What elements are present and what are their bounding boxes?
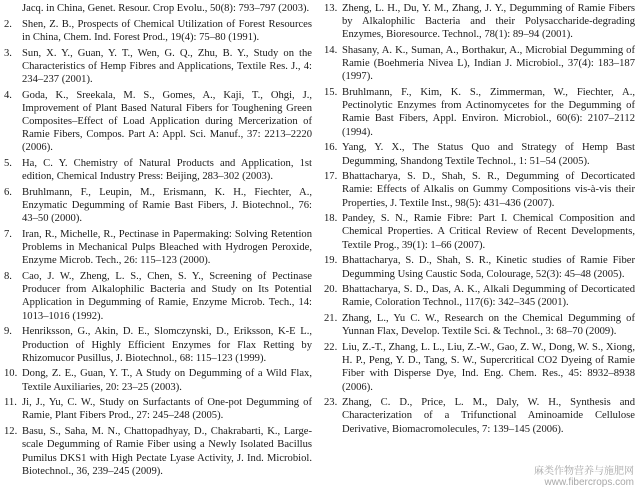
reference-item [4, 18, 312, 44]
right-reference-list [324, 2, 635, 436]
reference-number: 16. [324, 142, 338, 154]
watermark [534, 466, 634, 488]
reference-item [324, 396, 635, 435]
reference-item [4, 228, 312, 267]
left-reference-list [4, 18, 312, 478]
reference-number: 15. [324, 87, 338, 99]
reference-item [324, 86, 635, 139]
reference-text: Dong, Z. E., Guan, Y. T., A Study on Degumming of a Wild Flax, Textile Auxiliaries, 20: 23–25 (2003). [22, 368, 312, 393]
reference-number: 7. [4, 229, 12, 241]
reference-text: Bhattacharya, S. D., Shah, S. R., Degumming of Decorticated Ramie: Effects of Alkalis on Gummy Compositions vis-à-vis their Properties, J. Textile Inst., 98(5): 431–436 (2007). [342, 171, 635, 209]
reference-item [4, 47, 312, 86]
reference-item [4, 367, 312, 393]
watermark-line-2: www.fibercrops.com [544, 477, 634, 488]
reference-text: Pandey, S. N., Ramie Fibre: Part I. Chemical Composition and Chemical Properties. A Critical Review of Recent Developments, Textile Prog., 39(1): 1–66 (2007). [342, 213, 635, 251]
right-column [324, 2, 635, 438]
reference-number: 4. [4, 89, 12, 101]
reference-text: Iran, R., Michelle, R., Pectinase in Papermaking: Solving Retention Problems in Mechanical Pulps Bleached with Hydrogen Peroxide, Enzyme Microb. Tech., 26: 115–123 (2000). [22, 229, 312, 267]
reference-text: Bruhlmann, F., Kim, K. S., Zimmerman, W., Fiechter, A., Pectinolytic Enzymes from Actinomycetes for the Degumming of Ramie Bast Fibers, Appl. Environ. Microbiol., 60(6): 2107–2112 (1994). [342, 87, 635, 138]
reference-text: Zhang, C. D., Price, L. M., Daly, W. H., Synthesis and Characterization of a Trifunctional Aminoamide Cellulose Derivative, Biomacromolecules, 7: 139–145 (2006). [342, 397, 635, 435]
reference-text: Zhang, L., Yu C. W., Research on the Chemical Degumming of Yunnan Flax, Develop. Textile Sci. & Technol., 3: 68–70 (2009). [342, 313, 635, 338]
reference-text: Ha, C. Y. Chemistry of Natural Products and Application, 1st edition, Chemical Industry Press: Beijing, 283–302 (2003). [22, 158, 312, 183]
reference-text: Basu, S., Saha, M. N., Chattopadhyay, D., Chakrabarti, K., Large-scale Degumming of Ramie Fiber using a Newly Isolated Bacillus Pumilus DKS1 with High Pectate Lyase Activity, J. Ind. Microbiol. Biotechnol., 36, 239–245 (2009). [22, 426, 312, 477]
reference-number: 19. [324, 255, 338, 267]
reference-item [4, 396, 312, 422]
reference-text: Yang, Y. X., The Status Quo and Strategy of Hemp Bast Degumming, Shandong Textile Technol., 1: 51–54 (2005). [342, 142, 635, 167]
reference-text: Henriksson, G., Akin, D. E., Slomczynski, D., Eriksson, K-E L., Production of Highly Efficient Enzymes for Flax Retting by Rhizomucor Pusillus, J. Biotechnol., 68: 115–123 (1999). [22, 326, 312, 364]
reference-number: 21. [324, 313, 338, 325]
reference-number: 8. [4, 271, 12, 283]
reference-text: Ji, J., Yu, C. W., Study on Surfactants of One-pot Degumming of Ramie, Plant Fibers Prod., 27: 245–248 (2005). [22, 397, 312, 422]
reference-text: Bruhlmann, F., Leupin, M., Erismann, K. H., Fiechter, A., Enzymatic Degumming of Ramie Bast Fibers, J. Biotechnol., 76: 43–50 (2000). [22, 187, 312, 225]
reference-item [4, 157, 312, 183]
reference-number: 23. [324, 397, 338, 409]
reference-number: 11. [4, 397, 17, 409]
reference-text: Bhattacharya, S. D., Shah, S. R., Kinetic studies of Ramie Fiber Degumming Using Caustic Soda, Colourage, 52(3): 45–48 (2005). [342, 255, 635, 280]
reference-item [324, 254, 635, 280]
reference-continuation [4, 2, 312, 15]
reference-item [324, 312, 635, 338]
reference-text: Sun, X. Y., Guan, Y. T., Wen, G. Q., Zhu, B. Y., Study on the Characteristics of Hemp Fibres and Applications, Textile Res. J., 4: 234–237 (2001). [22, 47, 312, 85]
reference-item [324, 212, 635, 251]
reference-text: Bhattacharya, S. D., Das, A. K., Alkali Degumming of Decorticated Ramie, Coloration Technol., 117(6): 342–345 (2001). [342, 284, 635, 309]
reference-item [324, 341, 635, 394]
reference-text: Zheng, L. H., Du, Y. M., Zhang, J. Y., Degumming of Ramie Fibers by Alkalophilic Bacteria and their Polysaccharide-degrading Enzymes, Bioresource. Technol., 78(1): 89–94 (2001). [342, 3, 635, 41]
reference-item [324, 170, 635, 209]
reference-number: 20. [324, 284, 338, 296]
reference-number: 17. [324, 171, 338, 183]
reference-number: 9. [4, 326, 12, 338]
reference-text: Jacq. in China, Genet. Resour. Crop Evolu., 50(8): 793–797 (2003). [22, 3, 310, 14]
reference-number: 13. [324, 3, 338, 14]
reference-item [324, 2, 635, 41]
watermark-line-1: 麻类作物营养与施肥网 [534, 466, 634, 477]
left-column [4, 2, 312, 480]
reference-item [324, 283, 635, 309]
reference-number: 18. [324, 213, 338, 225]
reference-text: Shasany, A. K., Suman, A., Borthakur, A., Microbial Degumming of Ramie (Boehmeria Nivea L), Indian J. Microbiol., 37(4): 183–187 (1997). [342, 45, 635, 83]
reference-number: 22. [324, 342, 338, 354]
reference-number: 6. [4, 187, 12, 198]
reference-item [324, 141, 635, 167]
reference-number: 5. [4, 158, 12, 170]
reference-number: 14. [324, 45, 338, 57]
reference-item [4, 325, 312, 364]
reference-item [324, 44, 635, 83]
reference-text: Liu, Z.-T., Zhang, L. L., Liu, Z.-W., Gao, Z. W., Dong, W. S., Xiong, H. P., Peng, Y. D., Tang, S. W., Supercritical CO2 Dyeing of Ramie Fiber with Disperse Dye, Ind. Eng. Chem. Res., 45: 8932–8938 (2006). [342, 342, 635, 393]
reference-text: Goda, K., Sreekala, M. S., Gomes, A., Kaji, T., Ohgi, J., Improvement of Plant Based Natural Fibers for Toughening Green Composites–Effect of Load Application during Mercerization of Ramie Fibers, Compos. Part A: Appl. Sci. Manuf., 37: 2213–2220 (2006). [22, 89, 312, 154]
reference-number: 3. [4, 47, 12, 59]
reference-text: Shen, Z. B., Prospects of Chemical Utilization of Forest Resources in China, Chem. Ind. Forest Prod., 19(4): 75–80 (1991). [22, 18, 312, 43]
reference-item [4, 186, 312, 225]
reference-number: 10. [4, 368, 18, 380]
reference-item [4, 89, 312, 155]
reference-item [4, 270, 312, 323]
reference-text: Cao, J. W., Zheng, L. S., Chen, S. Y., Screening of Pectinase Producer from Alkalophilic Bacteria and Study on Its Potential Application in Degumming of Ramie, Enzyme Microb. Tech., 14: 1013–1016 (1992). [22, 271, 312, 322]
reference-number: 2. [4, 18, 12, 30]
reference-item [4, 425, 312, 478]
reference-number: 12. [4, 426, 18, 438]
